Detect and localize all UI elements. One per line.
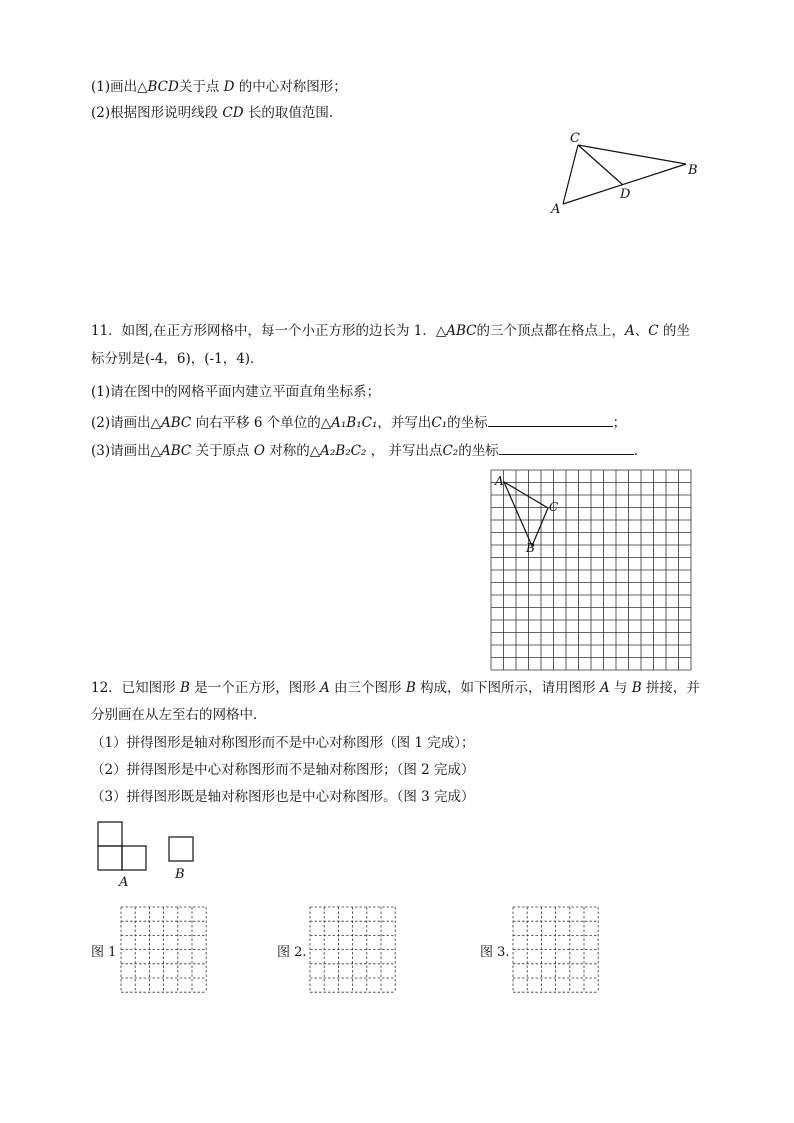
q10-part2: (2)根据图形说明线段 CD 长的取值范围.	[91, 105, 334, 121]
q11-part2: (2)请画出△ABC 向右平移 6 个单位的△A₁B₁C₁，并写出C₁的坐标 ；	[91, 412, 626, 432]
q11-intro-line1: 11．如图,在正方形网格中，每一个小正方形的边长为 1．△ABC的三个顶点都在格点上，A、C 的坐	[91, 323, 690, 339]
fig1-grid	[121, 907, 206, 992]
q12-part2: （2）拼得图形是中心对称图形而不是轴对称图形；（图 2 完成）	[91, 762, 475, 778]
fig1-label: 图 1	[91, 945, 117, 960]
q12-part1: （1）拼得图形是轴对称图形而不是中心对称图形（图 1 完成）；	[91, 735, 475, 751]
fig3-grid	[513, 907, 598, 992]
q12-intro-line2: 分别画在从左至右的网格中．	[91, 707, 267, 723]
q11-label-B: B	[526, 541, 535, 555]
shape-a-label: A	[119, 875, 129, 890]
q11-label-A: A	[495, 474, 504, 488]
fig3-label: 图 3.	[480, 945, 510, 960]
q10-part1: (1)画出△BCD关于点 D 的中心对称图形；	[91, 79, 347, 95]
q11-part1: (1)请在图中的网格平面内建立平面直角坐标系；	[91, 384, 381, 400]
q12-part3: （3）拼得图形既是轴对称图形也是中心对称图形。（图 3 完成）	[91, 789, 475, 805]
q10-label-D: D	[620, 187, 631, 202]
shape-b-label: B	[175, 867, 185, 882]
q11-part3: (3)请画出△ABC 关于原点 O 对称的△A₂B₂C₂ ， 并写出点C₂的坐标 ．	[91, 440, 647, 460]
q11-intro-line2: 标分别是(-4，6)，(-1，4)．	[91, 351, 264, 367]
q12-intro-line1: 12．已知图形 B 是一个正方形，图形 A 由三个图形 B 构成，如下图所示，请用图形 A 与 B 拼接，并	[91, 680, 700, 696]
q10-label-B: B	[688, 163, 698, 178]
fig2-grid	[310, 907, 395, 992]
q10-label-C: C	[570, 131, 580, 146]
fig2-label: 图 2.	[277, 945, 307, 960]
q11-label-C: C	[549, 500, 559, 514]
q10-label-A: A	[551, 202, 561, 217]
